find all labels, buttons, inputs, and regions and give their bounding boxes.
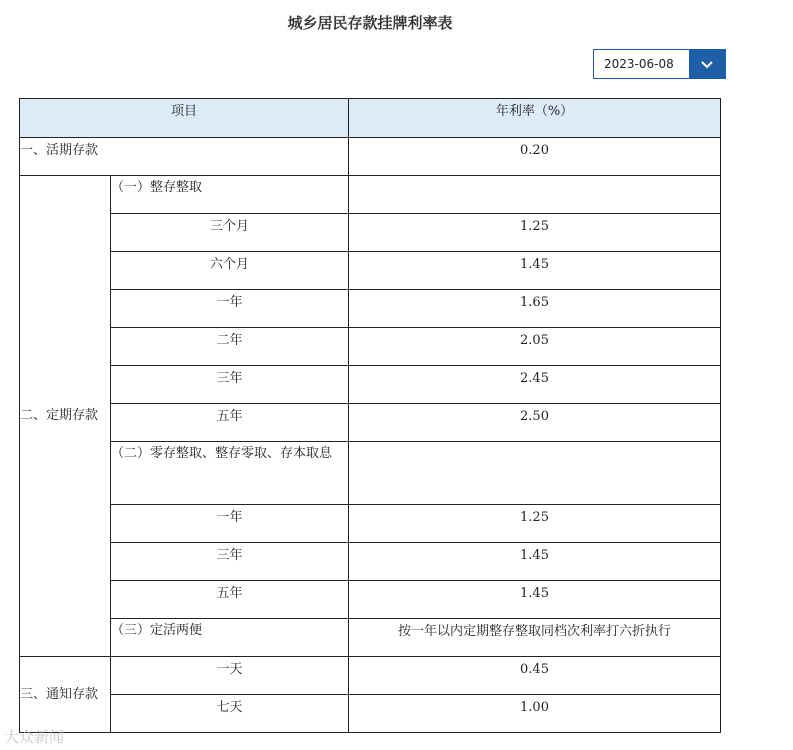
table-row bbox=[20, 442, 721, 505]
rate-cell: 1.65 bbox=[349, 290, 721, 328]
table-row bbox=[20, 252, 721, 290]
table-row bbox=[20, 581, 721, 619]
header-rate: 年利率（%） bbox=[349, 99, 721, 138]
rate-cell: 1.25 bbox=[349, 505, 721, 543]
rate-cell: 1.45 bbox=[349, 581, 721, 619]
page-title: 城乡居民存款挂牌利率表 bbox=[287, 14, 453, 32]
table-row bbox=[20, 619, 721, 657]
term-cell: 二年 bbox=[111, 328, 349, 366]
table-row bbox=[20, 404, 721, 442]
term-cell: 一天 bbox=[111, 657, 349, 695]
table-row bbox=[20, 214, 721, 252]
term-cell: 一年 bbox=[111, 505, 349, 543]
term-cell: 一年 bbox=[111, 290, 349, 328]
chevron-down-icon[interactable] bbox=[689, 50, 725, 78]
table-row bbox=[20, 328, 721, 366]
section-label: 三、通知存款 bbox=[20, 657, 111, 733]
rate-cell: 1.25 bbox=[349, 214, 721, 252]
group-label: （一）整存整取 bbox=[111, 176, 349, 214]
table-header-row bbox=[20, 99, 721, 138]
header-item: 项目 bbox=[20, 99, 349, 138]
watermark: 大众新闻 bbox=[4, 728, 65, 746]
term-cell: 三年 bbox=[111, 366, 349, 404]
date-select-value: 2023-06-08 bbox=[604, 57, 674, 71]
group-label: （三）定活两便 bbox=[111, 619, 349, 657]
term-cell: 五年 bbox=[111, 581, 349, 619]
rate-cell: 1.45 bbox=[349, 543, 721, 581]
term-cell: 七天 bbox=[111, 695, 349, 733]
table-row bbox=[20, 366, 721, 404]
rate-cell-empty bbox=[349, 442, 721, 505]
rate-cell: 按一年以内定期整存整取同档次利率打六折执行 bbox=[349, 619, 721, 657]
group-label: （二）零存整取、整存零取、存本取息 bbox=[111, 442, 349, 505]
rate-cell-empty bbox=[349, 176, 721, 214]
table-row bbox=[20, 176, 721, 214]
date-select[interactable] bbox=[593, 49, 726, 79]
section-label: 二、定期存款 bbox=[20, 176, 111, 657]
term-cell: 三个月 bbox=[111, 214, 349, 252]
rate-cell: 2.05 bbox=[349, 328, 721, 366]
rate-cell: 0.20 bbox=[349, 138, 721, 176]
term-cell: 五年 bbox=[111, 404, 349, 442]
rate-cell: 0.45 bbox=[349, 657, 721, 695]
table-row bbox=[20, 138, 721, 176]
table-row bbox=[20, 657, 721, 695]
term-cell: 六个月 bbox=[111, 252, 349, 290]
table-row bbox=[20, 543, 721, 581]
table-row bbox=[20, 290, 721, 328]
term-cell: 三年 bbox=[111, 543, 349, 581]
section-label: 一、活期存款 bbox=[20, 138, 349, 176]
table-row bbox=[20, 505, 721, 543]
rate-cell: 2.45 bbox=[349, 366, 721, 404]
rate-cell: 2.50 bbox=[349, 404, 721, 442]
rate-table bbox=[19, 98, 721, 733]
rate-cell: 1.45 bbox=[349, 252, 721, 290]
rate-cell: 1.00 bbox=[349, 695, 721, 733]
table-row bbox=[20, 695, 721, 733]
